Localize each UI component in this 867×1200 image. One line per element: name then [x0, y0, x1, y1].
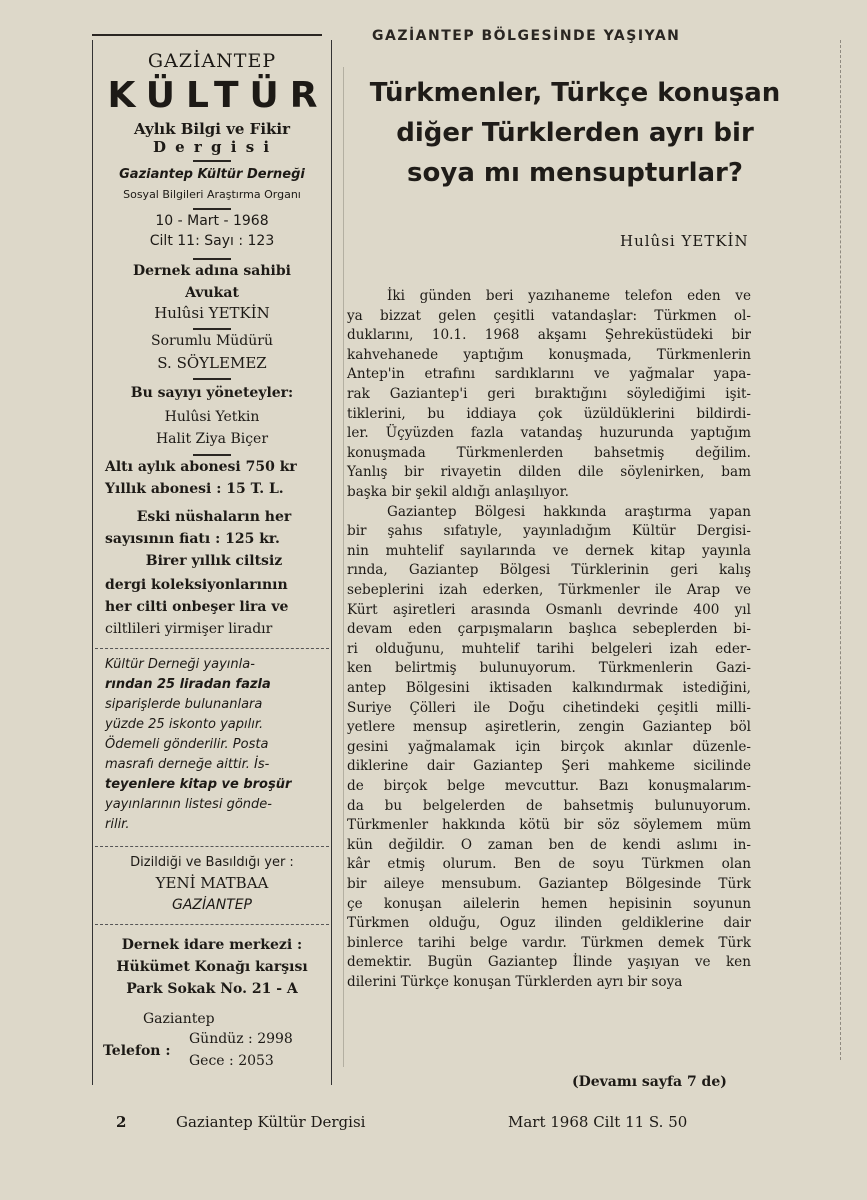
- organ-text: Sosyal Bilgileri Araştırma Organı: [123, 188, 301, 201]
- article-line: antep Bölgesini iktisaden kalkındırmak istediğini,: [347, 680, 751, 696]
- article-line: ri olduğunu, muhtelif tarihi belgeleri izah eder-: [347, 640, 751, 657]
- article-line: kahvehanede yaptığım konuşmada, Türkmenlerin: [347, 346, 751, 363]
- article-line: rında, Gaziantep Bölgesi Türklerinin geri kalış: [347, 562, 751, 579]
- society-name: Gaziantep Kültür Derneği: [119, 167, 305, 182]
- article-line: Antep'in etrafını sardıklarını ve yağmalar yapa-: [347, 366, 751, 383]
- subscription-line: Birer yıllık ciltsiz: [145, 553, 283, 569]
- article-line: Türkmenler hakkında kötü bir söz söylemem müm: [347, 817, 751, 834]
- address-line: Hükümet Konağı karşısı: [116, 959, 308, 975]
- article-line: diklerine dair Gaziantep Şeri mahkeme sicilinde: [347, 758, 751, 775]
- magazine-name: Gaziantep Kültür Dergisi: [176, 1113, 366, 1131]
- page-edge: [840, 40, 842, 1060]
- article-line: başka bir şekil aldığı anlaşılıyor.: [347, 484, 569, 500]
- masthead-city: GAZİANTEP: [147, 50, 277, 72]
- subscription-line: dergi koleksiyonlarının: [105, 577, 288, 593]
- owner-title: Avukat: [185, 285, 239, 301]
- masthead-title: KÜLTÜR: [107, 75, 329, 116]
- phone-day: Gündüz : 2998: [189, 1031, 293, 1047]
- headline-line: diğer Türklerden ayrı bir: [396, 118, 754, 148]
- article-line: Yanlış bir rivayetin dilden dile söylenirken, bam: [347, 464, 751, 481]
- phone-label: Telefon :: [103, 1043, 171, 1059]
- article-line: İki günden beri yazıhaneme telefon eden ve: [387, 288, 751, 304]
- masthead-subtitle1: Aylık Bilgi ve Fikir: [133, 120, 291, 138]
- article-line: kün değildir. O zaman ben de kendi aslımı in-: [347, 836, 751, 853]
- column-divider: [343, 67, 344, 1067]
- issue-date: 10 - Mart - 1968: [155, 213, 269, 229]
- masthead-subtitle2: D e r g i s i: [152, 138, 272, 156]
- divider: [193, 208, 231, 210]
- masthead-box: [92, 40, 332, 1085]
- subscription-line: Altı aylık abonesi 750 kr: [105, 459, 297, 475]
- article-line: bir aileye mensubum. Gaziantep Bölgesinde Türk: [347, 876, 751, 892]
- article-line: ken belirtmiş bulunuyorum. Türkmenlerin Gazi-: [347, 660, 751, 677]
- printer-name: YENİ MATBAA: [155, 874, 269, 892]
- article-line: tiklerini, bu iddiaya çok üzüldüklerini bildirdi-: [347, 405, 751, 422]
- dashed-divider: [95, 648, 329, 649]
- manager-1: Hulûsi Yetkin: [164, 409, 260, 425]
- owner-name: Hulûsi YETKİN: [154, 304, 270, 322]
- dashed-divider: [95, 924, 329, 925]
- headline-line: Türkmenler, Türkçe konuşan: [369, 78, 781, 108]
- owner-label: Dernek adına sahibi: [133, 263, 291, 279]
- note-line: siparişlerde bulunanlara: [105, 697, 263, 712]
- article-line: Suriye Çölleri ile Doğu cihetindeki çeşitli milli-: [347, 699, 751, 716]
- printer-city: GAZİANTEP: [171, 897, 253, 913]
- article-line: devam eden çarpışmaların başlıca sebeplerden bi-: [347, 621, 751, 638]
- divider: [193, 160, 231, 162]
- article-line: demektir. Bugün Gaziantep İlinde yaşıyan ve ken: [347, 954, 751, 971]
- top-rule: [92, 34, 322, 36]
- divider: [193, 378, 231, 380]
- article-line: de birçok belge mevcuttur. Bazı konuşmalarım-: [347, 778, 751, 794]
- address-city: Gaziantep: [143, 1011, 215, 1027]
- article-line: Kürt aşiretleri arasında Osmanlı devrinde 400 yıl: [347, 601, 751, 618]
- subscription-line: ciltlileri yirmişer liradır: [105, 621, 273, 637]
- note-line: masrafı derneğe aittir. İs-: [105, 757, 270, 772]
- article-line: gesini yağmalamak için birçok akınlar düzenle-: [347, 738, 751, 755]
- address-line: Park Sokak No. 21 - A: [126, 981, 298, 997]
- article-line: rak Gaziantep'i geri bıraktığını söylediğimi işit-: [347, 386, 751, 402]
- divider: [193, 258, 231, 260]
- note-line: yayınlarının listesi gönde-: [105, 797, 272, 812]
- article-author: Hulûsi YETKİN: [620, 232, 749, 250]
- note-line: Ödemeli gönderilir. Posta: [105, 737, 269, 752]
- editor-name: S. SÖYLEMEZ: [157, 354, 267, 372]
- subscription-line: Yıllık abonesi : 15 T. L.: [105, 481, 284, 497]
- article-line: nin muhtelif sayılarında ve dernek kitap yayınla: [347, 542, 751, 559]
- running-head: GAZİANTEP BÖLGESİNDE YAŞIYAN: [372, 28, 681, 44]
- article-line: Türkmen olduğu, Oguz ilinden geldiklerine dair: [347, 915, 751, 932]
- note-line: yüzde 25 iskonto yapılır.: [105, 717, 264, 732]
- article-line: binlerce tarihi belge vardır. Türkmen demek Türk: [347, 934, 751, 951]
- divider: [193, 454, 231, 456]
- subscription-line: sayısının fiatı : 125 kr.: [105, 531, 280, 547]
- article-line: duklarını, 10.1. 1968 akşamı Şehreküstüdeki bir: [347, 327, 751, 344]
- subscription-line: her cilti onbeşer lira ve: [105, 599, 289, 615]
- editor-label: Sorumlu Müdürü: [151, 333, 273, 349]
- subscription-line: Eski nüshaların her: [136, 509, 292, 525]
- article-line: konuşmada Türkmenlerden bahsetmiş değilim.: [347, 444, 751, 461]
- printer-label: Dizildiği ve Basıldığı yer :: [130, 855, 294, 870]
- article-line: da bu belgelerden de bahsetmiş bulunuyorum.: [347, 797, 751, 814]
- phone-night: Gece : 2053: [189, 1053, 274, 1069]
- article-line: sebeplerini izah ederken, Türkmenler ile Arap ve: [347, 582, 751, 598]
- page-number: 2: [116, 1113, 127, 1131]
- divider: [193, 328, 231, 330]
- dashed-divider: [95, 846, 329, 847]
- address-line: Dernek idare merkezi :: [121, 937, 303, 953]
- article-line: yetlere mensup aşiretlerin, zengin Gaziantep böl: [347, 719, 751, 736]
- note-line: rilir.: [105, 817, 130, 832]
- manager-2: Halit Ziya Biçer: [155, 431, 269, 447]
- article-line: ya bizzat gelen çeşitli vatandaşlar: Türkmen ol-: [347, 307, 751, 324]
- article-line: bir şahıs sıfatıyle, yayınladığım Kültür Dergisi-: [347, 523, 751, 540]
- article-line: ler. Üçyüzden fazla vatandaş huzurunda yaptığım: [347, 425, 751, 442]
- headline-line: soya mı mensupturlar?: [407, 158, 743, 188]
- article-line: dilerini Türkçe konuşan Türklerden ayrı bir soya: [347, 974, 683, 990]
- managers-label: Bu sayıyı yöneteyler:: [130, 385, 294, 401]
- issue-info: Mart 1968 Cilt 11 S. 50: [508, 1113, 688, 1131]
- article-line: kâr etmiş olurum. Ben de soyu Türkmen olan: [347, 856, 751, 873]
- article-line: Gaziantep Bölgesi hakkında araştırma yapan: [387, 503, 751, 520]
- note-line: Kültür Derneği yayınla-: [105, 657, 255, 672]
- article-line: çe konuşan ailelerin hemen hepisinin soyunun: [347, 895, 751, 912]
- continued-note: (Devamı sayfa 7 de): [572, 1074, 727, 1090]
- issue-volume: Cilt 11: Sayı : 123: [149, 233, 275, 249]
- note-line: rından 25 liradan fazla: [105, 677, 271, 692]
- note-line: teyenlere kitap ve broşür: [105, 777, 292, 792]
